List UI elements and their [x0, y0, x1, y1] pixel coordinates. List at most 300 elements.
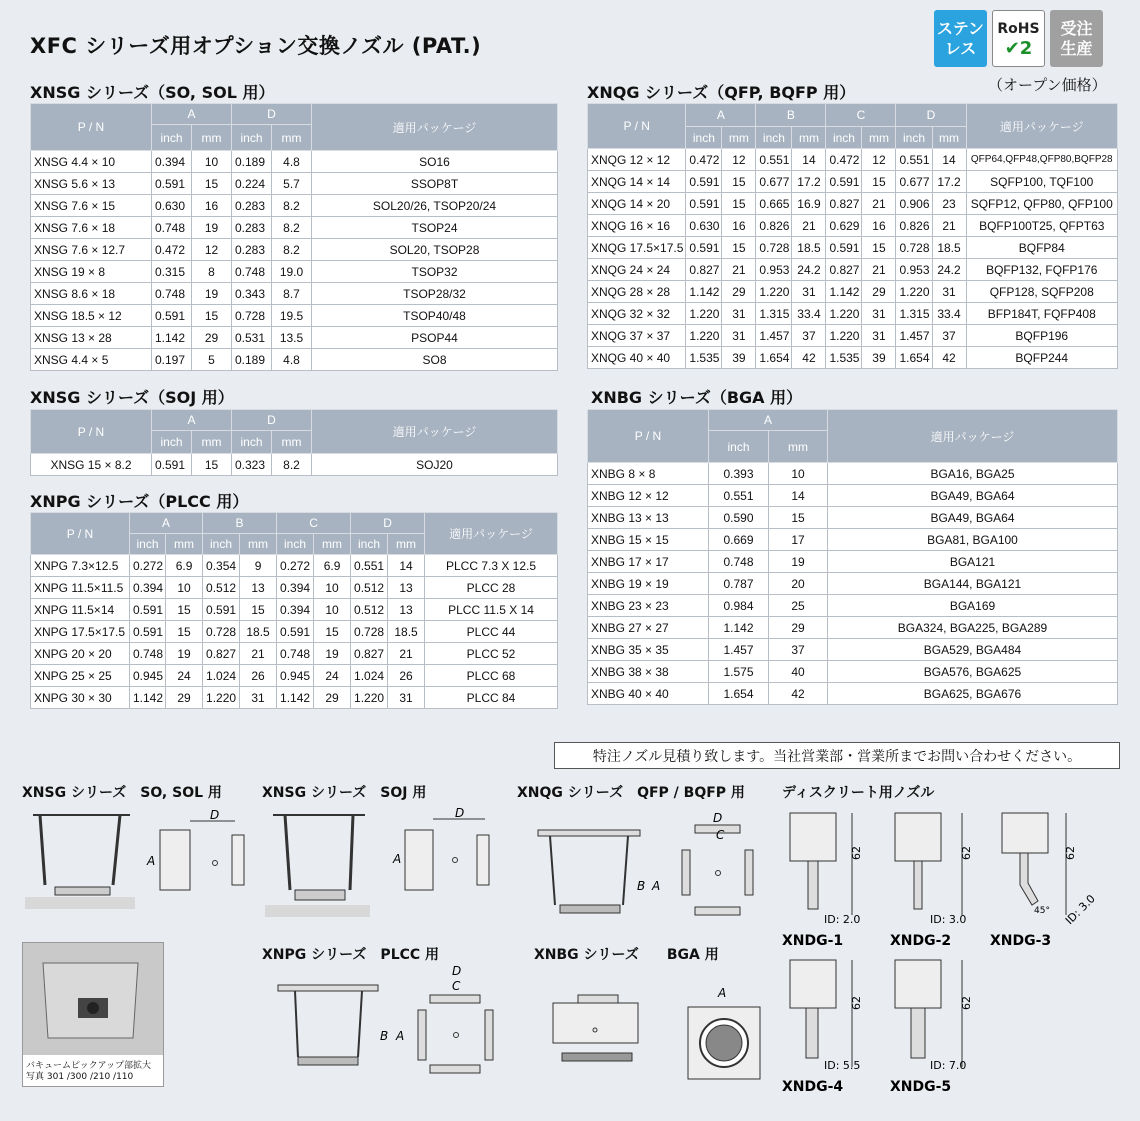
value-cell: 0.728: [232, 305, 272, 327]
part-number-cell: XNSG 8.6 × 18: [31, 283, 152, 305]
section-title-xnqg: XNQG シリーズ（QFP, BQFP 用）: [587, 83, 856, 102]
part-number-cell: XNQG 17.5×17.5: [588, 237, 686, 259]
section-title-xnbg: XNBG シリーズ（BGA 用）: [591, 388, 803, 407]
value-cell: 25: [769, 595, 828, 617]
package-cell: PLCC 68: [425, 665, 558, 687]
value-cell: 42: [792, 347, 826, 369]
value-cell: 1.457: [896, 325, 932, 347]
table-row: [588, 595, 1118, 617]
value-cell: 33.4: [792, 303, 826, 325]
value-cell: 0.512: [351, 577, 388, 599]
part-number-cell: XNBG 40 × 40: [588, 683, 709, 705]
svg-text:62: 62: [960, 846, 973, 860]
package-cell: BGA121: [828, 551, 1118, 573]
photo-caption: バキュームピックアップ部拡大 写真 301 /300 /210 /110: [26, 1061, 152, 1082]
value-cell: 5.7: [272, 173, 312, 195]
value-cell: 0.272: [130, 555, 166, 577]
table-row: [588, 639, 1118, 661]
package-cell: BGA529, BGA484: [828, 639, 1118, 661]
value-cell: 16.9: [792, 193, 826, 215]
value-cell: 0.394: [277, 577, 314, 599]
package-cell: PLCC 11.5 X 14: [425, 599, 558, 621]
value-cell: 0.677: [756, 171, 792, 193]
value-cell: 18.5: [388, 621, 425, 643]
value-cell: 16: [192, 195, 232, 217]
value-cell: 1.220: [686, 303, 722, 325]
svg-text:XNDG-3: XNDG-3: [990, 933, 1052, 949]
package-cell: SO8: [312, 349, 558, 371]
value-cell: 0.953: [756, 259, 792, 281]
value-cell: 17.2: [792, 171, 826, 193]
value-cell: 0.945: [277, 665, 314, 687]
value-cell: 1.142: [152, 327, 192, 349]
part-number-cell: XNQG 24 × 24: [588, 259, 686, 281]
package-cell: SOJ20: [312, 454, 558, 476]
value-cell: 19: [192, 283, 232, 305]
value-cell: 1.315: [756, 303, 792, 325]
table-row: [588, 325, 1118, 347]
part-number-cell: XNSG 4.4 × 5: [31, 349, 152, 371]
value-cell: 12: [722, 149, 756, 171]
value-cell: 0.394: [277, 599, 314, 621]
value-cell: 1.220: [686, 325, 722, 347]
value-cell: 5: [192, 349, 232, 371]
package-cell: BFP184T, FQFP408: [966, 303, 1117, 325]
rohs-label: RoHS: [997, 20, 1040, 37]
section-title-xnsg-so: XNSG シリーズ（SO, SOL 用）: [30, 83, 275, 102]
package-cell: SQFP12, QFP80, QFP100: [966, 193, 1117, 215]
value-cell: 0.728: [351, 621, 388, 643]
value-cell: 0.591: [686, 237, 722, 259]
value-cell: 1.220: [351, 687, 388, 709]
svg-text:ID: 3.0: ID: 3.0: [1062, 892, 1098, 928]
value-cell: 0.827: [826, 193, 862, 215]
value-cell: 0.512: [203, 577, 240, 599]
package-cell: QFP64,QFP48,QFP80,BQFP28: [966, 149, 1117, 171]
table-row: [31, 454, 558, 476]
diagram-label-xnqg: XNQG シリーズ QFP / BQFP 用: [517, 785, 745, 801]
table-xnqg: [587, 103, 1118, 369]
col-package: 適用パッケージ: [312, 410, 558, 454]
value-cell: 31: [862, 303, 896, 325]
value-cell: 13: [388, 599, 425, 621]
col-mm: mm: [862, 127, 896, 149]
value-cell: 0.787: [709, 573, 769, 595]
value-cell: 14: [792, 149, 826, 171]
value-cell: 0.224: [232, 173, 272, 195]
value-cell: 0.748: [130, 643, 166, 665]
table-row: [31, 151, 558, 173]
value-cell: 0.591: [152, 173, 192, 195]
value-cell: 24: [166, 665, 203, 687]
svg-text:62: 62: [850, 846, 863, 860]
dim-a-label: A: [652, 879, 661, 893]
dim-a-label: A: [396, 1029, 405, 1043]
table-row: [588, 237, 1118, 259]
value-cell: 19: [314, 643, 351, 665]
col-inch: inch: [709, 431, 769, 463]
value-cell: 0.591: [686, 171, 722, 193]
value-cell: 33.4: [932, 303, 966, 325]
table-row: [31, 599, 558, 621]
col-mm: mm: [722, 127, 756, 149]
value-cell: 0.591: [203, 599, 240, 621]
table-xnbg: [587, 409, 1118, 705]
svg-text:62: 62: [850, 996, 863, 1010]
value-cell: 17.2: [932, 171, 966, 193]
svg-text:62: 62: [960, 996, 973, 1010]
made-to-order-badge: 受注 生産: [1050, 10, 1103, 67]
col-d: D: [351, 513, 425, 534]
value-cell: 0.748: [232, 261, 272, 283]
package-cell: BGA16, BGA25: [828, 463, 1118, 485]
value-cell: 8.2: [272, 217, 312, 239]
value-cell: 37: [792, 325, 826, 347]
svg-text:ID: 3.0: ID: 3.0: [930, 913, 967, 926]
svg-text:ID: 5.5: ID: 5.5: [824, 1059, 861, 1072]
col-d: D: [232, 410, 312, 431]
value-cell: 19: [192, 217, 232, 239]
value-cell: 10: [769, 463, 828, 485]
table-xnpg: [30, 512, 558, 709]
part-number-cell: XNQG 28 × 28: [588, 281, 686, 303]
value-cell: 1.142: [686, 281, 722, 303]
value-cell: 0.748: [709, 551, 769, 573]
value-cell: 15: [192, 454, 232, 476]
diagram-label-xnsg-soj: XNSG シリーズ SOJ 用: [262, 785, 427, 801]
col-pn: P / N: [31, 513, 130, 555]
value-cell: 0.591: [277, 621, 314, 643]
value-cell: 0.827: [826, 259, 862, 281]
table-row: [31, 349, 558, 371]
col-inch: inch: [351, 534, 388, 555]
value-cell: 0.827: [203, 643, 240, 665]
table-row: [588, 551, 1118, 573]
value-cell: 18.5: [240, 621, 277, 643]
value-cell: 0.189: [232, 151, 272, 173]
svg-text:XNDG-5: XNDG-5: [890, 1079, 952, 1095]
table-row: [31, 577, 558, 599]
col-package: 適用パッケージ: [966, 104, 1117, 149]
col-package: 適用パッケージ: [828, 410, 1118, 463]
svg-text:45°: 45°: [1034, 906, 1050, 916]
value-cell: 40: [769, 661, 828, 683]
value-cell: 24: [314, 665, 351, 687]
package-cell: BQFP196: [966, 325, 1117, 347]
value-cell: 1.142: [130, 687, 166, 709]
col-inch: inch: [152, 125, 192, 151]
value-cell: 21: [862, 193, 896, 215]
custom-nozzle-note: 特注ノズル見積り致します。当社営業部・営業所までお問い合わせください。: [554, 742, 1120, 769]
value-cell: 0.629: [826, 215, 862, 237]
table-row: [31, 173, 558, 195]
package-cell: BGA576, BGA625: [828, 661, 1118, 683]
dim-d-label: D: [713, 811, 723, 825]
diagram-label-xnsg-so: XNSG シリーズ SO, SOL 用: [22, 785, 222, 801]
part-number-cell: XNBG 19 × 19: [588, 573, 709, 595]
value-cell: 0.748: [152, 283, 192, 305]
package-cell: SOL20/26, TSOP20/24: [312, 195, 558, 217]
part-number-cell: XNBG 8 × 8: [588, 463, 709, 485]
part-number-cell: XNSG 7.6 × 18: [31, 217, 152, 239]
col-a: A: [152, 104, 232, 125]
diagram-xnpg: [270, 965, 520, 1080]
value-cell: 29: [769, 617, 828, 639]
value-cell: 8: [192, 261, 232, 283]
value-cell: 15: [192, 305, 232, 327]
part-number-cell: XNBG 23 × 23: [588, 595, 709, 617]
part-number-cell: XNBG 13 × 13: [588, 507, 709, 529]
col-d: D: [896, 104, 966, 127]
value-cell: 1.142: [709, 617, 769, 639]
part-number-cell: XNBG 17 × 17: [588, 551, 709, 573]
col-b: B: [756, 104, 826, 127]
value-cell: 23: [932, 193, 966, 215]
dim-c-label: C: [716, 828, 725, 842]
value-cell: 31: [388, 687, 425, 709]
value-cell: 0.728: [203, 621, 240, 643]
col-b: B: [203, 513, 277, 534]
value-cell: 0.551: [756, 149, 792, 171]
value-cell: 0.591: [152, 305, 192, 327]
table-row: [588, 661, 1118, 683]
value-cell: 1.654: [896, 347, 932, 369]
table-row: [588, 683, 1118, 705]
value-cell: 6.9: [166, 555, 203, 577]
table-row: [588, 347, 1118, 369]
package-cell: SO16: [312, 151, 558, 173]
col-mm: mm: [272, 125, 312, 151]
value-cell: 1.220: [756, 281, 792, 303]
value-cell: 0.630: [686, 215, 722, 237]
table-row: [31, 621, 558, 643]
section-title-xnsg-soj: XNSG シリーズ（SOJ 用）: [30, 388, 234, 407]
value-cell: 15: [166, 621, 203, 643]
value-cell: 39: [862, 347, 896, 369]
value-cell: 0.283: [232, 217, 272, 239]
value-cell: 0.315: [152, 261, 192, 283]
value-cell: 0.591: [152, 454, 192, 476]
col-mm: mm: [240, 534, 277, 555]
value-cell: 0.827: [686, 259, 722, 281]
package-cell: TSOP24: [312, 217, 558, 239]
part-number-cell: XNPG 30 × 30: [31, 687, 130, 709]
value-cell: 0.189: [232, 349, 272, 371]
package-cell: BGA49, BGA64: [828, 485, 1118, 507]
value-cell: 0.669: [709, 529, 769, 551]
dim-d-label: D: [455, 806, 465, 820]
value-cell: 0.984: [709, 595, 769, 617]
package-cell: PLCC 7.3 X 12.5: [425, 555, 558, 577]
value-cell: 29: [166, 687, 203, 709]
value-cell: 1.457: [756, 325, 792, 347]
value-cell: 10: [314, 577, 351, 599]
part-number-cell: XNPG 17.5×17.5: [31, 621, 130, 643]
value-cell: 0.677: [896, 171, 932, 193]
diagram-label-xnbg: XNBG シリーズ BGA 用: [534, 947, 719, 963]
value-cell: 0.283: [232, 239, 272, 261]
value-cell: 1.024: [203, 665, 240, 687]
col-pn: P / N: [31, 410, 152, 454]
table-row: [588, 303, 1118, 325]
part-number-cell: XNSG 7.6 × 12.7: [31, 239, 152, 261]
col-inch: inch: [826, 127, 862, 149]
value-cell: 16: [862, 215, 896, 237]
value-cell: 21: [792, 215, 826, 237]
package-cell: PLCC 84: [425, 687, 558, 709]
value-cell: 1.315: [896, 303, 932, 325]
vacuum-pickup-image: [23, 943, 163, 1055]
rohs-badge: [992, 10, 1045, 67]
value-cell: 6.9: [314, 555, 351, 577]
value-cell: 18.5: [932, 237, 966, 259]
col-inch: inch: [130, 534, 166, 555]
value-cell: 29: [314, 687, 351, 709]
value-cell: 15: [722, 237, 756, 259]
page-title: XFC シリーズ用オプション交換ノズル (PAT.): [30, 34, 482, 58]
value-cell: 29: [722, 281, 756, 303]
value-cell: 0.531: [232, 327, 272, 349]
value-cell: 31: [240, 687, 277, 709]
col-pn: P / N: [588, 104, 686, 149]
dim-d-label: D: [210, 808, 220, 822]
package-cell: PLCC 52: [425, 643, 558, 665]
value-cell: 1.654: [756, 347, 792, 369]
table-row: [31, 555, 558, 577]
package-cell: TSOP28/32: [312, 283, 558, 305]
value-cell: 0.748: [277, 643, 314, 665]
dim-a-label: A: [147, 854, 156, 868]
part-number-cell: XNSG 4.4 × 10: [31, 151, 152, 173]
value-cell: 15: [862, 171, 896, 193]
table-row: [588, 281, 1118, 303]
table-row: [31, 665, 558, 687]
value-cell: 0.343: [232, 283, 272, 305]
part-number-cell: XNPG 25 × 25: [31, 665, 130, 687]
value-cell: 8.2: [272, 454, 312, 476]
value-cell: 1.024: [351, 665, 388, 687]
value-cell: 16: [722, 215, 756, 237]
col-mm: mm: [932, 127, 966, 149]
table-row: [588, 463, 1118, 485]
value-cell: 0.551: [896, 149, 932, 171]
value-cell: 0.665: [756, 193, 792, 215]
value-cell: 1.142: [826, 281, 862, 303]
col-mm: mm: [192, 431, 232, 454]
diagram-xnsg-so: [25, 805, 255, 910]
diagram-xndg: [780, 805, 1120, 1105]
col-mm: mm: [792, 127, 826, 149]
value-cell: 0.272: [277, 555, 314, 577]
col-a: A: [152, 410, 232, 431]
value-cell: 1.457: [709, 639, 769, 661]
value-cell: 12: [862, 149, 896, 171]
col-inch: inch: [232, 125, 272, 151]
value-cell: 18.5: [792, 237, 826, 259]
table-row: [31, 643, 558, 665]
value-cell: 9: [240, 555, 277, 577]
table-row: [31, 327, 558, 349]
xndg-5-drawing: [890, 960, 973, 1095]
package-cell: PSOP44: [312, 327, 558, 349]
value-cell: 24.2: [932, 259, 966, 281]
table-xnsg-so: [30, 103, 558, 371]
rohs-check-icon: ✔2: [1004, 37, 1033, 59]
part-number-cell: XNBG 35 × 35: [588, 639, 709, 661]
part-number-cell: XNQG 16 × 16: [588, 215, 686, 237]
package-cell: BQFP100T25, QFPT63: [966, 215, 1117, 237]
value-cell: 31: [932, 281, 966, 303]
part-number-cell: XNSG 18.5 × 12: [31, 305, 152, 327]
value-cell: 0.591: [826, 237, 862, 259]
table-row: [31, 217, 558, 239]
diagram-xnbg: [550, 975, 770, 1085]
col-mm: mm: [192, 125, 232, 151]
package-cell: BQFP84: [966, 237, 1117, 259]
value-cell: 0.394: [152, 151, 192, 173]
col-inch: inch: [756, 127, 792, 149]
value-cell: 0.728: [756, 237, 792, 259]
value-cell: 0.393: [709, 463, 769, 485]
part-number-cell: XNBG 38 × 38: [588, 661, 709, 683]
value-cell: 15: [722, 193, 756, 215]
value-cell: 8.2: [272, 239, 312, 261]
value-cell: 1.142: [277, 687, 314, 709]
value-cell: 19: [769, 551, 828, 573]
value-cell: 42: [769, 683, 828, 705]
col-mm: mm: [166, 534, 203, 555]
table-row: [588, 485, 1118, 507]
value-cell: 1.220: [826, 303, 862, 325]
col-package: 適用パッケージ: [312, 104, 558, 151]
value-cell: 31: [722, 303, 756, 325]
table-row: [588, 259, 1118, 281]
value-cell: 19: [166, 643, 203, 665]
open-price-label: （オープン価格）: [988, 76, 1107, 94]
part-number-cell: XNPG 11.5×11.5: [31, 577, 130, 599]
value-cell: 0.551: [351, 555, 388, 577]
package-cell: BGA144, BGA121: [828, 573, 1118, 595]
xndg-4-drawing: [782, 960, 863, 1095]
part-number-cell: XNPG 7.3×12.5: [31, 555, 130, 577]
part-number-cell: XNQG 40 × 40: [588, 347, 686, 369]
col-a: A: [686, 104, 756, 127]
package-cell: SOL20, TSOP28: [312, 239, 558, 261]
value-cell: 0.945: [130, 665, 166, 687]
value-cell: 8.7: [272, 283, 312, 305]
part-number-cell: XNQG 12 × 12: [588, 149, 686, 171]
part-number-cell: XNQG 14 × 14: [588, 171, 686, 193]
package-cell: SQFP100, TQF100: [966, 171, 1117, 193]
value-cell: 1.220: [896, 281, 932, 303]
value-cell: 0.906: [896, 193, 932, 215]
table-row: [588, 171, 1118, 193]
part-number-cell: XNSG 7.6 × 15: [31, 195, 152, 217]
col-c: C: [826, 104, 896, 127]
table-row: [31, 283, 558, 305]
value-cell: 0.728: [896, 237, 932, 259]
value-cell: 8.2: [272, 195, 312, 217]
col-mm: mm: [769, 431, 828, 463]
col-a: A: [130, 513, 203, 534]
value-cell: 0.591: [130, 599, 166, 621]
col-d: D: [232, 104, 312, 125]
value-cell: 15: [192, 173, 232, 195]
value-cell: 0.551: [709, 485, 769, 507]
value-cell: 4.8: [272, 151, 312, 173]
stainless-badge: ステン レス: [934, 10, 987, 67]
value-cell: 0.591: [826, 171, 862, 193]
